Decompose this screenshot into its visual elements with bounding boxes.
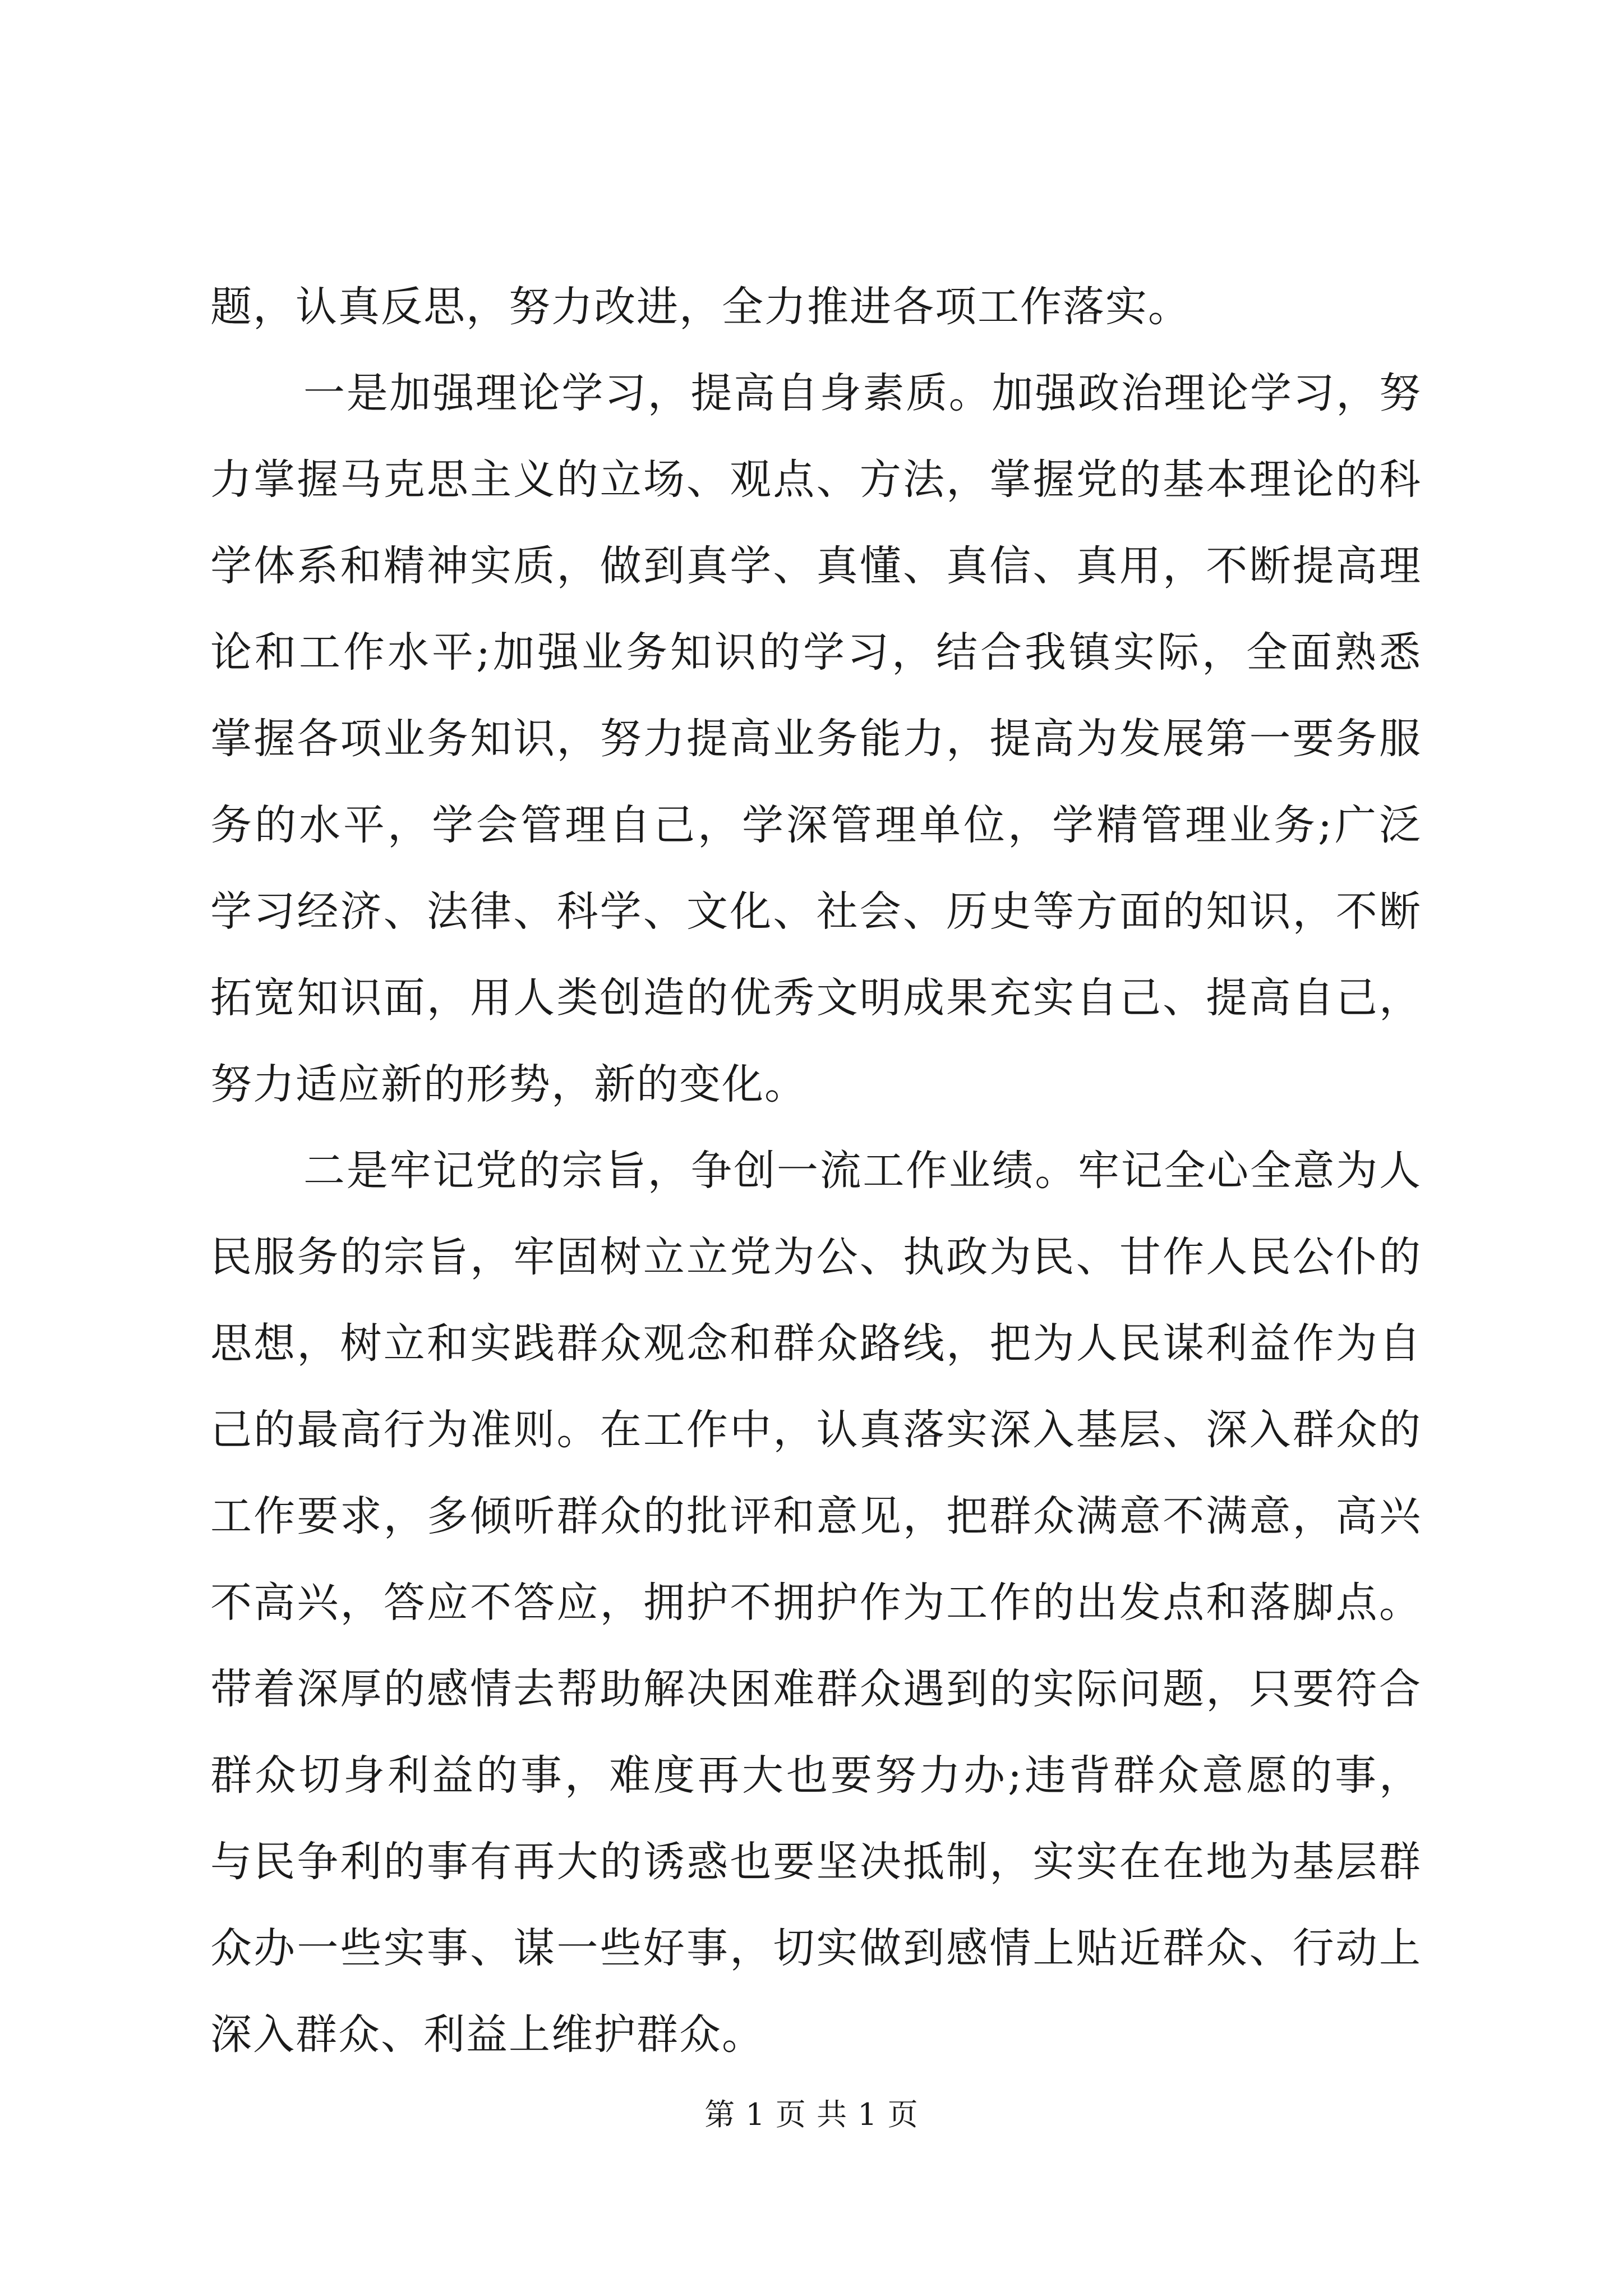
paragraph-first-line: 二是牢记党的宗旨，争创一流工作业绩。牢记全心全意为人 [303,1147,1422,1195]
text-line: 己的最高行为准则。在工作中，认真落实深入基层、深入群众的 [210,1406,1422,1454]
paragraph-first-line: 一是加强理论学习，提高自身素质。加强政治理论学习，努 [303,369,1422,417]
text-line: 力掌握马克思主义的立场、观点、方法，掌握党的基本理论的科 [210,455,1422,504]
text-line: 深入群众、利益上维护群众。 [210,2010,764,2059]
text-line: 带着深厚的感情去帮助解决困难群众遇到的实际问题，只要符合 [210,1665,1422,1713]
text-line: 学体系和精神实质，做到真学、真懂、真信、真用，不断提高理 [210,542,1422,590]
text-line: 题，认真反思，努力改进，全力推进各项工作落实。 [210,283,1191,331]
text-line: 务的水平，学会管理自己，学深管理单位，学精管理业务;广泛 [210,801,1422,849]
text-line: 思想，树立和实践群众观念和群众路线，把为人民谋利益作为自 [210,1319,1422,1368]
text-line: 努力适应新的形势，新的变化。 [210,1060,807,1108]
text-line: 拓宽知识面，用人类创造的优秀文明成果充实自己、提高自己， [210,974,1422,1022]
text-line: 论和工作水平;加强业务知识的学习，结合我镇实际，全面熟悉 [210,628,1422,677]
text-line: 学习经济、法律、科学、文化、社会、历史等方面的知识，不断 [210,887,1422,936]
text-line: 工作要求，多倾听群众的批评和意见，把群众满意不满意，高兴 [210,1492,1422,1540]
page-number-footer: 第 1 页 共 1 页 [704,2097,919,2132]
text-line: 民服务的宗旨，牢固树立立党为公、执政为民、甘作人民公仆的 [210,1233,1422,1281]
text-line: 众办一些实事、谋一些好事，切实做到感情上贴近群众、行动上 [210,1924,1422,1972]
body-text [210,264,1422,2078]
text-line: 不高兴，答应不答应，拥护不拥护作为工作的出发点和落脚点。 [210,1579,1422,1627]
text-line: 掌握各项业务知识，努力提高业务能力，提高为发展第一要务服 [210,715,1422,763]
text-line: 群众切身利益的事，难度再大也要努力办;违背群众意愿的事， [210,1751,1422,1800]
text-line: 与民争利的事有再大的诱惑也要坚决抵制，实实在在地为基层群 [210,1838,1422,1886]
